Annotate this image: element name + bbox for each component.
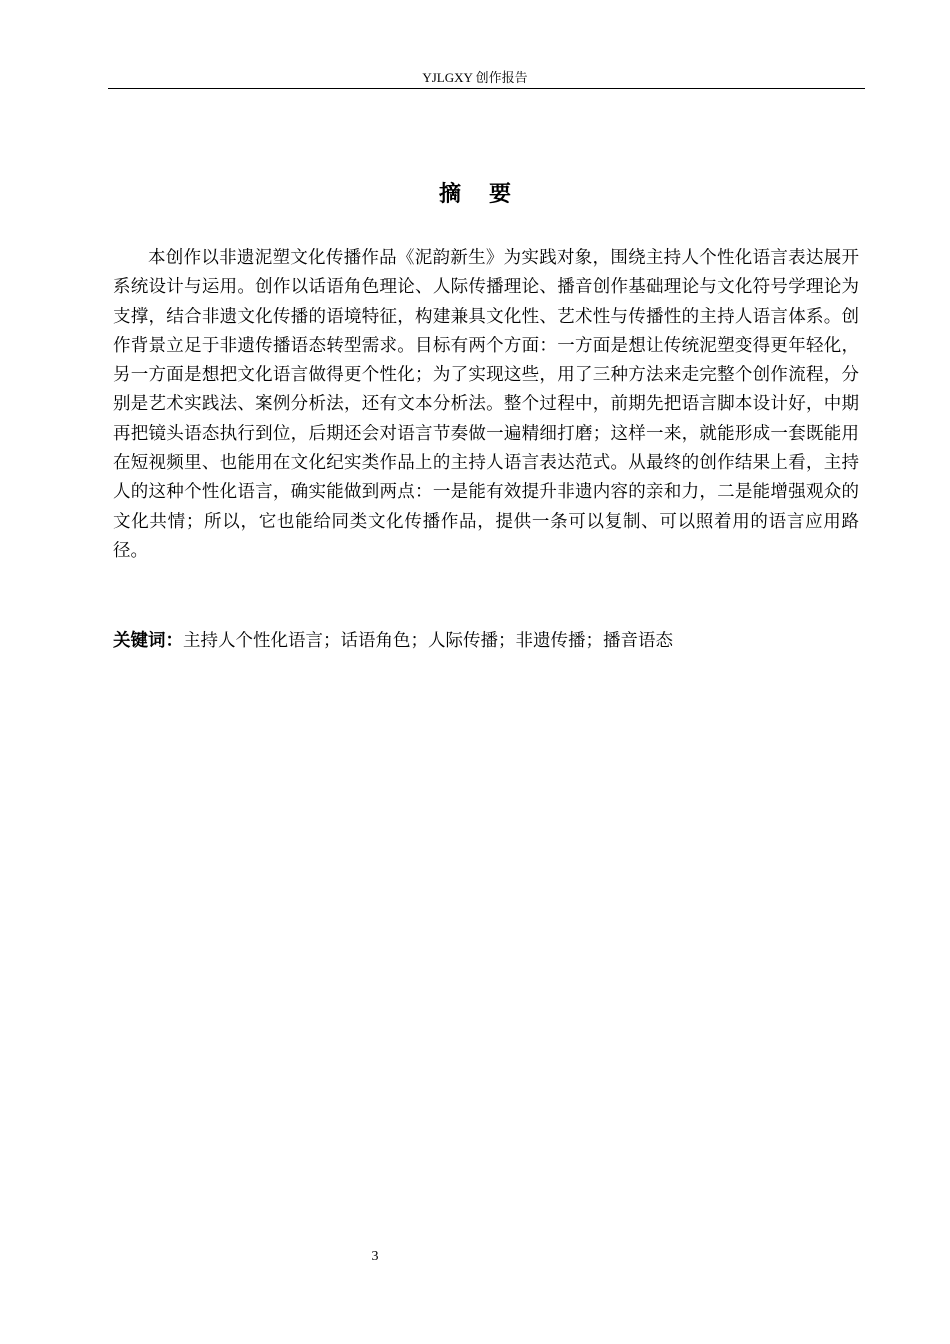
title-char-2: 要 <box>489 182 512 207</box>
keywords-value: 主持人个性化语言；话语角色；人际传播；非遗传播；播音语态 <box>183 631 673 651</box>
section-title <box>0 180 950 210</box>
page-number: 3 <box>371 1249 379 1264</box>
abstract-body: 本创作以非遗泥塑文化传播作品《泥韵新生》为实践对象，围绕主持人个性化语言表达展开系统设计与运用。创作以话语角色理论、人际传播理论、播音创作基础理论与文化符号学理论为支撑，结合非遗文化传播的语境特征，构建兼具文化性、艺术性与传播性的主持人语言体系。创作背景立足于非遗传播语态转型需求。目标有两个方面：一方面是想让传统泥塑变得更年轻化，另一方面是想把文化语言做得更个性化；为了实现这些，用了三种方法来走完整个创作流程，分别是艺术实践法、案例分析法，还有文本分析法。整个过程中，前期先把语言脚本设计好，中期再把镜头语态执行到位，后期还会对语言节奏做一遍精细打磨；这样一来，就能形成一套既能用在短视频里、也能用在文化纪实类作品上的主持人语言表达范式。从最终的创作结果上看，主持人的这种个性化语言，确实能做到两点：一是能有效提升非遗内容的亲和力，二是能增强观众的文化共情；所以，它也能给同类文化传播作品，提供一条可以复制、可以照着用的语言应用路径。 <box>113 248 859 561</box>
header-rule <box>108 88 865 89</box>
keywords-line <box>113 627 859 656</box>
keywords-label: 关键词： <box>113 631 183 651</box>
title-char-1: 摘 <box>438 182 461 207</box>
running-header: YJLGXY 创作报告 <box>422 70 528 85</box>
